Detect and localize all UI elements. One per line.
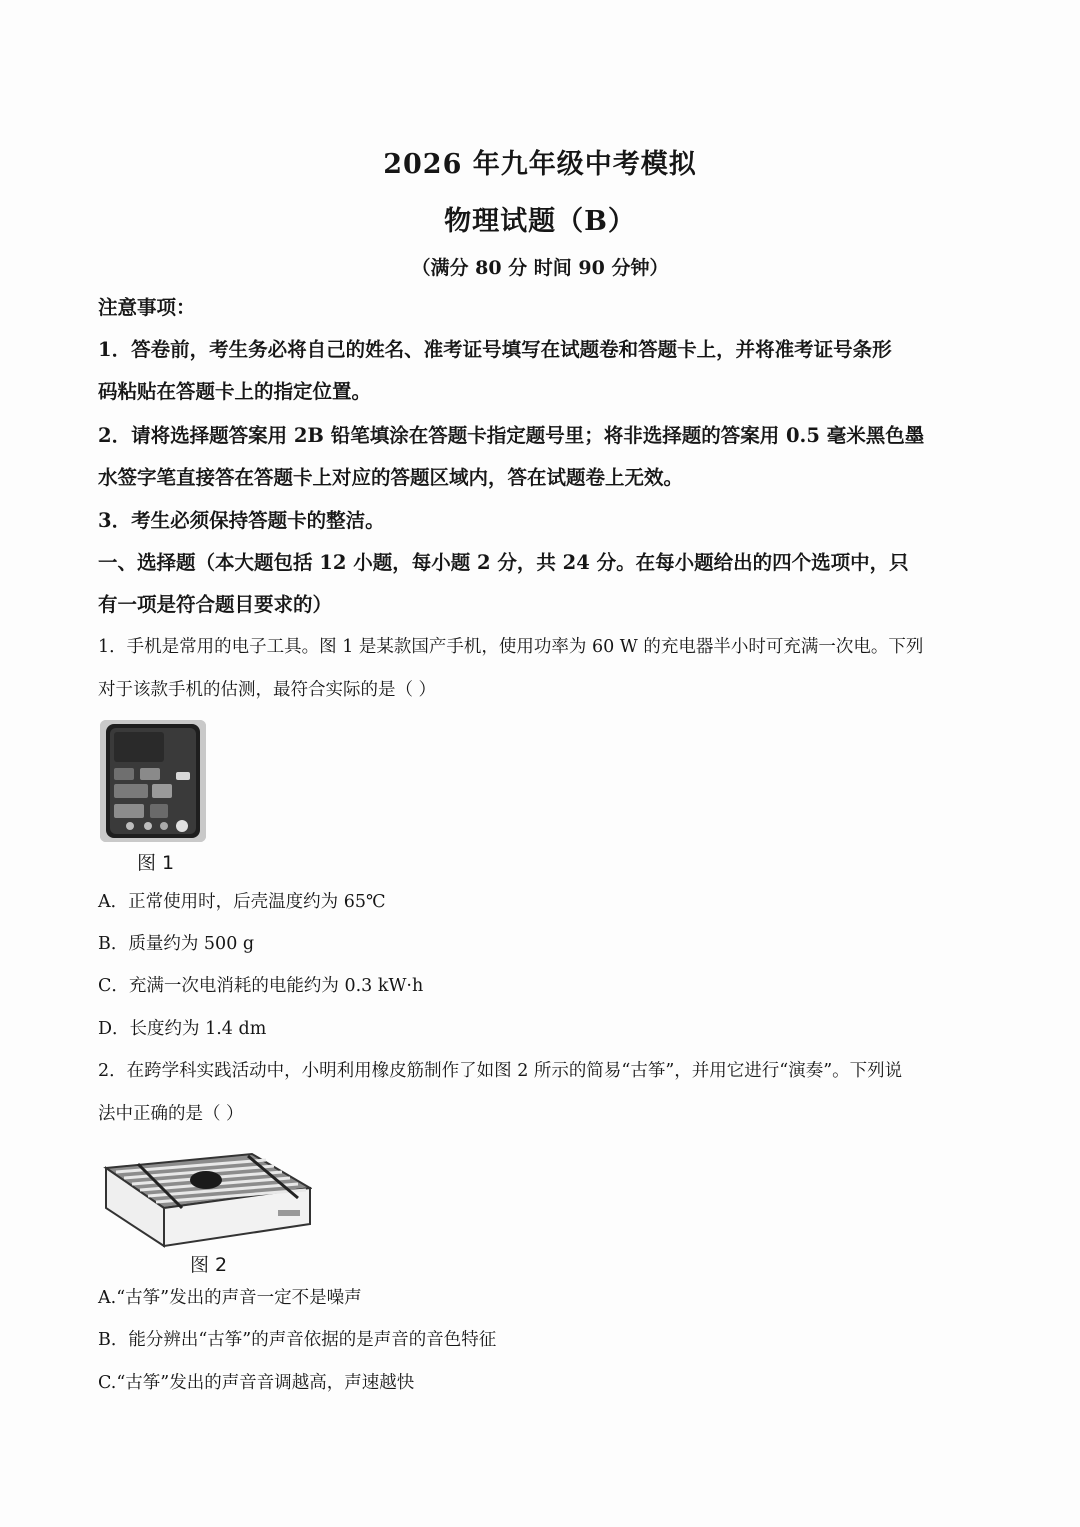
question-2-stem: 2．在跨学科实践活动中，小明利用橡皮筋制作了如图 2 所示的简易“古筝”，并用它进行“演奏”。下列说 <box>98 1061 903 1081</box>
section-heading: 一、选择题（本大题包括 12 小题，每小题 2 分，共 24 分。在每小题给出的四个选项中，只 <box>98 551 909 574</box>
phone-photo <box>100 720 206 842</box>
question-2-stem-cont: 法中正确的是（ ） <box>98 1104 244 1124</box>
question-2-option-b: B．能分辨出“古筝”的声音依据的是声音的音色特征 <box>98 1330 497 1350</box>
notice-heading: 注意事项： <box>98 296 196 319</box>
notice-item-3: 3．考生必须保持答题卡的整洁。 <box>98 509 385 532</box>
figure-1-caption: 图 1 <box>137 852 175 874</box>
question-2-option-a: A.“古筝”发出的声音一定不是噪声 <box>98 1288 362 1308</box>
guzheng-photo <box>102 1150 312 1250</box>
question-1-option-a: A．正常使用时，后壳温度约为 65℃ <box>98 892 386 912</box>
exam-score-time: （满分 80 分 时间 90 分钟） <box>411 257 669 279</box>
notice-item-1-cont: 码粘贴在答题卡上的指定位置。 <box>98 380 372 403</box>
notice-item-2: 2．请将选择题答案用 2B 铅笔填涂在答题卡指定题号里；将非选择题的答案用 0.5 毫米黑色墨 <box>98 424 925 447</box>
question-1-option-d: D．长度约为 1.4 dm <box>98 1019 267 1039</box>
notice-item-1: 1．答卷前，考生务必将自己的姓名、准考证号填写在试题卷和答题卡上，并将准考证号条形 <box>98 338 892 361</box>
question-1-stem-cont: 对于该款手机的估测，最符合实际的是（ ） <box>98 680 437 700</box>
exam-title: 2026 年九年级中考模拟 <box>383 149 697 180</box>
section-heading-cont: 有一项是符合题目要求的） <box>98 593 333 616</box>
question-1-option-c: C．充满一次电消耗的电能约为 0.3 kW·h <box>98 976 424 996</box>
notice-item-2-cont: 水签字笔直接答在答题卡上对应的答题区域内，答在试题卷上无效。 <box>98 466 684 489</box>
question-2-option-c: C.“古筝”发出的声音音调越高，声速越快 <box>98 1373 415 1393</box>
question-1-stem: 1．手机是常用的电子工具。图 1 是某款国产手机，使用功率为 60 W 的充电器半小时可充满一次电。下列 <box>98 637 924 657</box>
figure-2-caption: 图 2 <box>190 1254 228 1276</box>
exam-subject-title: 物理试题（B） <box>444 206 636 237</box>
question-1-option-b: B．质量约为 500 g <box>98 934 255 954</box>
